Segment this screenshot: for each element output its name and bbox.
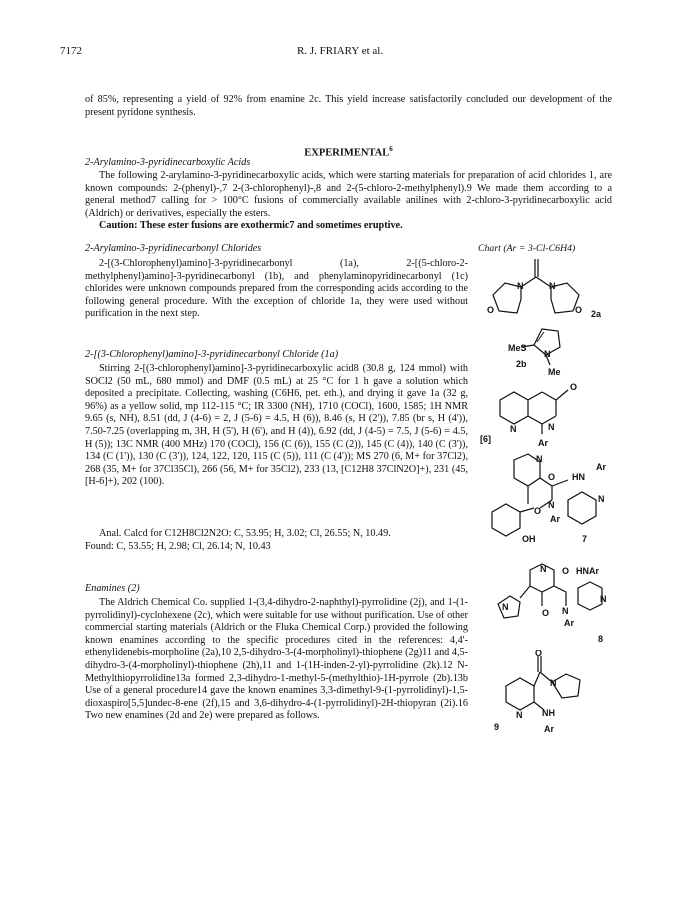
svg-text:O: O [534, 506, 542, 516]
subsection-title-chlorides: 2-Arylamino-3-pyridinecarbonyl Chlorides [85, 243, 262, 254]
svg-text:O: O [487, 305, 495, 315]
svg-text:OH: OH [522, 534, 536, 544]
subsection-title-enamines: Enamines (2) [85, 583, 140, 594]
paragraph-chlorides: 2-[(3-Chlorophenyl)amino]-3-pyridinecarbonyl (1a), 2-[(5-chloro-2-methylphenyl)amino]-3-pyridinecarbonyl (1b), and phenylaminopyridinecarbonyl (1c) chlorides were unknown compounds prepared from the corresponding acids according to the following general procedure. With the exception of chloride 1a, they were used without purification in the next step. [85, 258, 468, 320]
svg-text:2b: 2b [516, 359, 527, 369]
svg-text:N: N [549, 281, 556, 291]
structure-2b [508, 323, 588, 378]
analysis-calcd: Anal. Calcd for C12H8Cl2N2O: C, 53.95; H, 3.02; Cl, 26.55; N, 10.49. [99, 528, 391, 539]
chart-title: Chart (Ar = 3-Cl-C6H4) [478, 243, 576, 254]
svg-text:O: O [535, 650, 543, 658]
svg-text:N: N [600, 594, 607, 604]
svg-text:O: O [562, 566, 570, 576]
svg-text:Ar: Ar [538, 438, 549, 448]
svg-text:2a: 2a [591, 309, 602, 319]
paragraph-acids: The following 2-arylamino-3-pyridinecarboxylic acids, which were starting materials for preparation of acid chlorides 1, are known compounds: 2-(phenyl)-,7 2-(3-chlorophenyl)-,8 and 2-(5-chloro-2-methylphenyl).9 We made them according to a general method7 calling for > 100°C fusions of commercially available anilines with 2-chloro-3-pyridinecarboxylic acid (Aldrich) or derivatives, especially the esters. [85, 170, 612, 219]
subsection-title-1a: 2-[(3-Chlorophenyl)amino]-3-pyridinecarbonyl Chloride (1a) [85, 349, 339, 360]
caution-note: Caution: These ester fusions are exothermic7 and sometimes eruptive. [99, 220, 403, 231]
svg-text:MeS: MeS [508, 343, 527, 353]
svg-text:Ar: Ar [596, 462, 607, 472]
svg-text:N: N [516, 710, 523, 720]
page-number: 7172 [60, 45, 82, 57]
svg-text:9: 9 [494, 722, 500, 732]
svg-text:Me: Me [548, 367, 561, 377]
structure-2a [475, 255, 615, 320]
svg-text:N: N [510, 424, 517, 434]
svg-text:N: N [536, 454, 543, 464]
subsection-title-acids: 2-Arylamino-3-pyridinecarboxylic Acids [85, 157, 251, 168]
svg-text:N: N [502, 602, 509, 612]
svg-text:N: N [544, 349, 551, 359]
paragraph-enamines: The Aldrich Chemical Co. supplied 1-(3,4-dihydro-2-naphthyl)-pyrrolidine (2j), and 1-(1-pyrrolidinyl)-cyclohexene (2c), which were suitable for use without purification. Use of other commercial starting materials (Aldrich or the Fluka Chemical Corp.) provided the following known enamines according to the specific procedures cited in the references: 4,4'-ethenylidenebis-morpholine (2a),10 2,5-dihydro-3-(4-morpholinyl)-thiophene (2g)11 and 4,5-dihydro-3-(4-morpholinyl)-thiophene (2h),11 and 1-(1H-inden-2-yl)-pyrrolidine (2k).12 N-Methylthiopyrrolidine13a formed 2,3-dihydro-1-methyl-5-(methylthio)-1H-pyrrole (2b).13b Use of a general procedure14 gave the known enamines 3,3-dimethyl-9-(1-pyrrolidinyl)-1,5-dioxaspiro[5,5]undec-8-ene (2f),15 and 3,6-dihydro-4-(1-pyrrolidinyl)-2H-thiopyran (2i).16 Two new enamines (2d and 2e) were prepared as follows. [85, 597, 468, 722]
svg-text:O: O [542, 608, 550, 618]
running-header-authors: R. J. FRIARY et al. [297, 45, 384, 57]
svg-text:N: N [550, 678, 557, 688]
svg-text:N: N [540, 564, 547, 574]
paragraph-1a: Stirring 2-[(3-chlorophenyl)amino]-3-pyridinecarboxylic acid8 (30.8 g, 124 mmol) with SOCl2 (50 mL, 680 mmol) and DMF (0.5 mL) at 25 °C for 1 h gave a solution which deposited a precipitate. Collecting, washing (C6H6, pet. eth.), and drying it gave 1a (32 g, 96%) as a yellow solid, mp 112-115 °C; IR 3300 (NH), 1710 (COCl), 1600, 1585; 1H NMR 9.65 (s, NH), 8.51 (dd, J (4-6) = 2, J (5-6) = 4.5, H (6)), 8.46 (s, H (2')), 7.85 (br s, H (4')), 7.50-7.25 (overlapping m, 3H, H (5'), H (6'), and H (4)), 6.92 (dd, J (4-5) = 7.5, J (5-6) = 4.5, H (5)); 13C NMR (400 MHz) 170 (COCl), 156 (C (6)), 155 (C (2)), 145 (C (4)), 140 (C (3')), 134 (C (1')), 130 (C (3')), 124, 122, 120, 115 (C (5)), 111 (C (4')); MS 270 (6, M+ for 37Cl2), 268 (35, M+ for 37Cl35Cl), 266 (56, M+ for 35Cl2), 233 (13, [C12H8 37ClN2O]+), 231 (45, [H-6]+), 202 (100). [85, 363, 468, 488]
svg-text:Ar: Ar [544, 724, 555, 734]
analysis-found: Found: C, 53.55; H, 2.98; Cl, 26.14; N, 10.43 [85, 541, 271, 552]
svg-text:NH: NH [542, 708, 555, 718]
section-heading: EXPERIMENTAL$^6$ [304, 145, 393, 159]
svg-text:Ar: Ar [550, 514, 561, 524]
structure-6 [480, 380, 600, 450]
structure-7 [478, 450, 618, 550]
svg-text:N: N [548, 500, 555, 510]
svg-text:[6]: [6] [480, 434, 491, 444]
svg-text:O: O [548, 472, 556, 482]
structure-9 [490, 650, 610, 740]
intro-paragraph: of 85%, representing a yield of 92% from enamine 2c. This yield increase satisfactorily concluded our development of the present pyridone synthesis. [85, 94, 612, 118]
svg-text:N: N [517, 281, 524, 291]
svg-text:N: N [598, 494, 605, 504]
svg-text:7: 7 [582, 534, 588, 544]
svg-text:Ar: Ar [564, 618, 575, 628]
svg-text:HN: HN [572, 472, 585, 482]
svg-text:N: N [562, 606, 569, 616]
svg-text:N: N [548, 422, 555, 432]
svg-text:O: O [575, 305, 583, 315]
structure-8 [478, 562, 618, 647]
svg-text:8: 8 [598, 634, 604, 644]
svg-text:HNAr: HNAr [576, 566, 600, 576]
svg-text:O: O [570, 382, 578, 392]
